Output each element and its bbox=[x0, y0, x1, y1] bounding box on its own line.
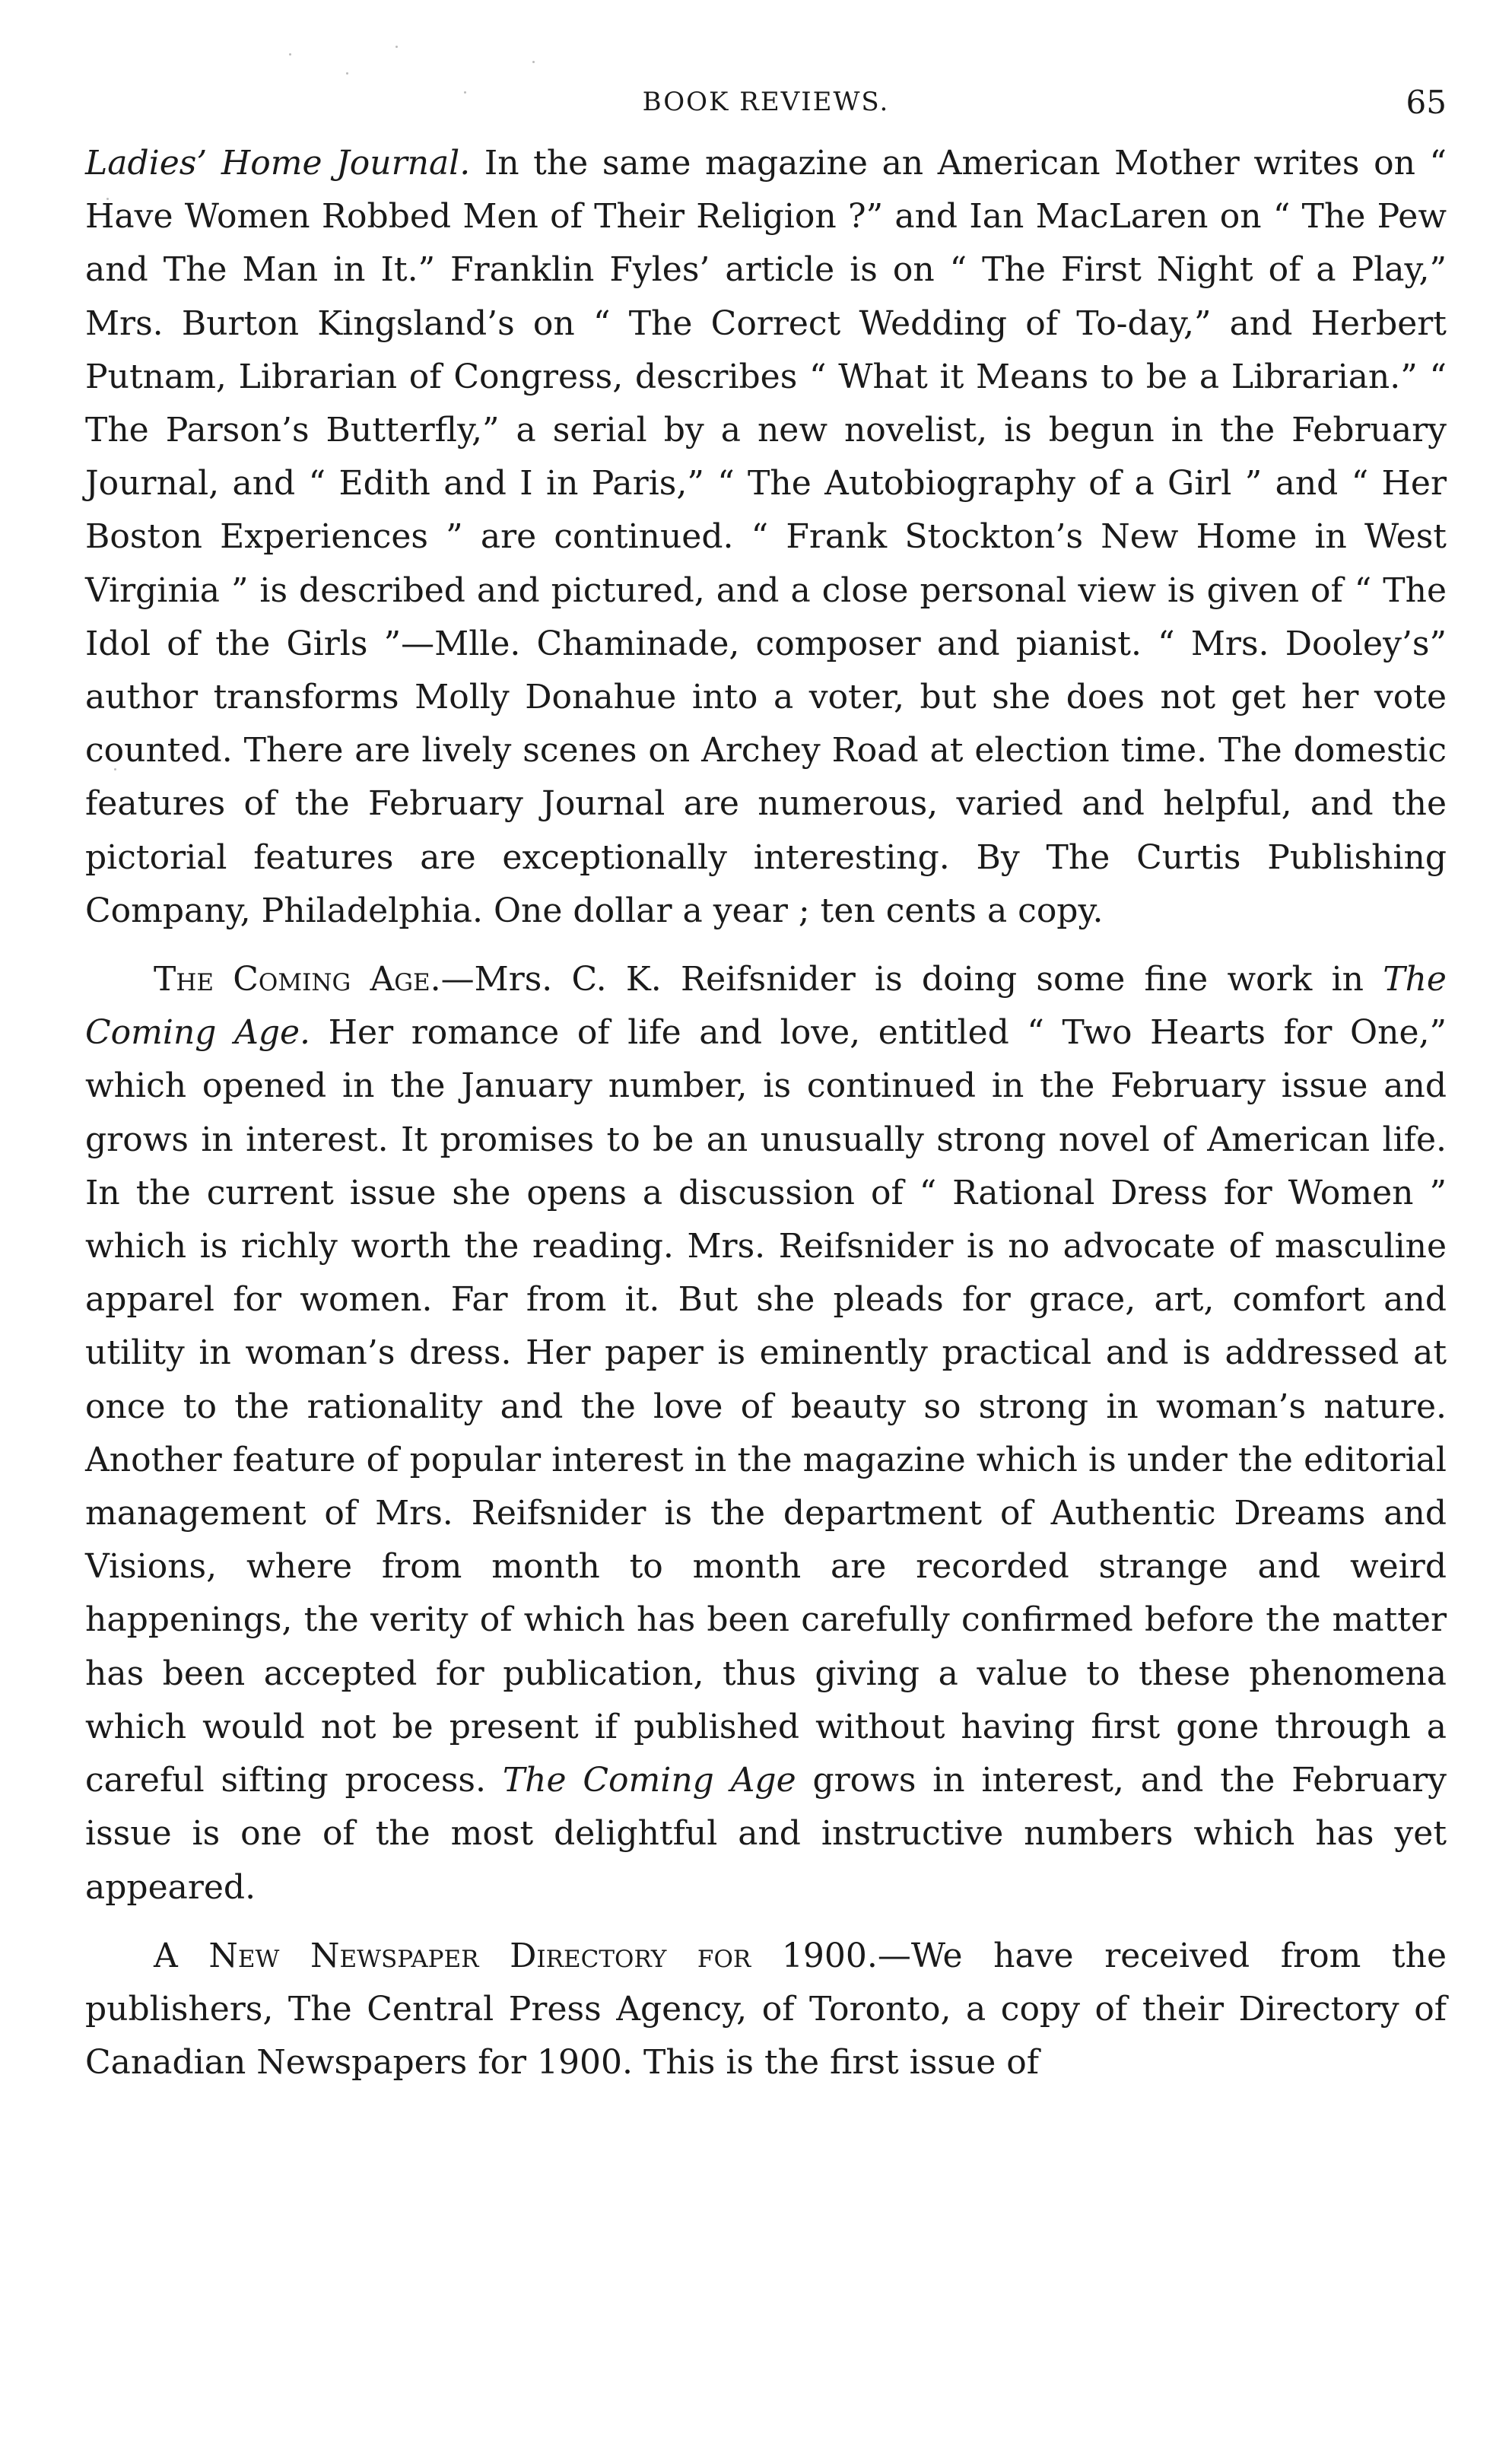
paragraph-newspaper-directory bbox=[85, 1930, 1447, 2090]
paragraph-text: —Mrs. C. K. Reifsnider is doing some fine work in bbox=[440, 960, 1383, 999]
page-number: 65 bbox=[1406, 84, 1447, 121]
magazine-title-italic: Ladies’ Home Journal. bbox=[85, 144, 471, 183]
running-head bbox=[85, 84, 1447, 137]
section-heading-newspaper-directory: A New Newspaper Directory for 1900. bbox=[154, 1936, 878, 1975]
paragraph-text: Her romance of life and love, entitled “ Two Hearts for One,” which opened in the January number, is continued in the February issue and grows in interest. It promises to be an unusually strong novel of American life. In the current issue she opens a discussion of “ Rational Dress for Women ” which is richly worth the reading. Mrs. Reifsnider is no advocate of masculine apparel for women. Far from it. But she pleads for grace, art, comfort and utility in woman’s dress. Her paper is eminently practical and is addressed at once to the rationality and the love of beauty so strong in woman’s nature. Another feature of popular interest in the magazine which is under the editorial management of Mrs. Reifsnider is the department of Authentic Dreams and Visions, where from month to month are recorded strange and weird happenings, the verity of which has been carefully confirmed before the matter has been accepted for publication, thus giving a value to these phenomena which would not be present if published without having first gone through a careful sifting process. bbox=[85, 1013, 1447, 1800]
magazine-title-italic: The Coming Age. bbox=[85, 960, 1447, 1053]
body-text bbox=[85, 137, 1447, 2089]
paragraph-ladies-home-journal bbox=[85, 137, 1447, 938]
paragraph-coming-age bbox=[85, 953, 1447, 1914]
paragraph-text: —We have received from the publishers, The Central Press Agency, of Toronto, a copy of their Directory of Canadian Newspapers for 1900. This is the first issue of bbox=[85, 1936, 1447, 2083]
section-heading-coming-age: The Coming Age. bbox=[154, 960, 441, 999]
paragraph-text: grows in interest, and the February issue is one of the most delightful and instructive numbers which has yet appeared. bbox=[85, 1761, 1447, 1907]
book-page bbox=[85, 84, 1447, 2105]
running-head-title: BOOK REVIEWS. bbox=[642, 87, 890, 117]
magazine-title-italic: The Coming Age bbox=[502, 1761, 796, 1800]
paragraph-text: In the same magazine an American Mother writes on “ Have Women Robbed Men of Their Religion ?” and Ian MacLaren on “ The Pew and The Man in It.” Franklin Fyles’ article is on “ The First Night of a Play,” Mrs. Burton Kingsland’s on “ The Correct Wedding of To-day,” and Herbert Putnam, Librarian of Congress, describes “ What it Means to be a Librarian.” “ The Parson’s Butterfly,” a serial by a new novelist, is begun in the February Journal, and “ Edith and I in Paris,” “ The Autobiography of a Girl ” and “ Her Boston Experiences ” are continued. “ Frank Stockton’s New Home in West Virginia ” is described and pictured, and a close personal view is given of “ The Idol of the Girls ”—Mlle. Chaminade, composer and pianist. “ Mrs. Dooley’s” author transforms Molly Donahue into a voter, but she does not get her vote counted. There are lively scenes on Archey Road at election time. The domestic features of the February Journal are numerous, varied and helpful, and the pictorial features are exceptionally interesting. By The Curtis Publishing Company, Philadelphia. One dollar a year ; ten cents a copy. bbox=[85, 144, 1447, 930]
